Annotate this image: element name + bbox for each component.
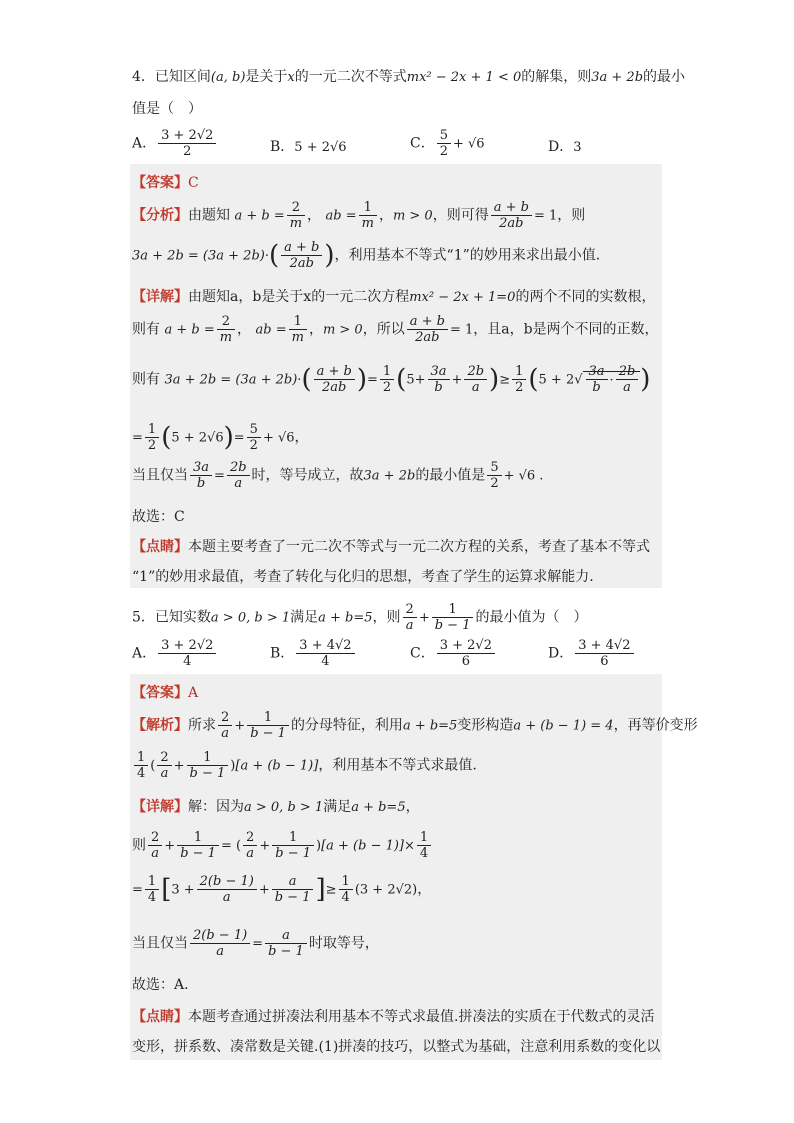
q4-stem-line1: 4．已知区间(a, b)是关于x的一元二次不等式mx² − 2x + 1 < 0的解集，则3a + 2b的最小	[132, 69, 686, 85]
q4-option-c[interactable]: C． $\frac{5}{2}$ + √6	[410, 128, 485, 159]
q5-answer: 【答案】A	[132, 685, 199, 701]
q5-detail-line2: 则 $\frac{2}{a}$ + $\frac{1}{b - 1}$ = ( $\frac{2}{a}$ + $\frac{1}{b - 1}$ )[a + (b − 1)]× $\frac{1}{4}$	[132, 830, 433, 861]
q5-comment-line2: 变形，拼系数、凑常数是关键.(1)拼凑的技巧，以整式为基础，注意利用系数的变化以	[132, 1039, 661, 1055]
q4-detail-line2: 则有 a + b = $\frac{2}{m}$ ， ab = $\frac{1}{m}$ ，m > 0，所以 $\frac{a + b}{2ab}$ = 1，且a，b是两个不同的正数，	[132, 314, 659, 345]
q5-conclusion: 故选：A．	[132, 977, 199, 993]
q5-option-d[interactable]: D． $\frac{3 + 4√2}{6}$	[548, 638, 636, 669]
q4-option-d[interactable]: D．3	[548, 139, 582, 155]
q5-option-a[interactable]: A． $\frac{3 + 2√2}{4}$	[132, 638, 218, 669]
q4-comment-line1: 【点睛】本题主要考查了一元二次不等式与一元二次方程的关系，考查了基本不等式	[132, 539, 650, 555]
q4-comment-line2: “1”的妙用求最值，考查了转化与化归的思想，考查了学生的运算求解能力.	[132, 569, 594, 585]
q5-option-c[interactable]: C． $\frac{3 + 2√2}{6}$	[410, 638, 497, 669]
q4-detail-line4: = $\frac{1}{2}$ (5 + 2√6)= $\frac{5}{2}$ + √6，	[132, 422, 309, 453]
q5-analysis-line1: 【解析】所求 $\frac{2}{a}$ + $\frac{1}{b - 1}$ 的分母特征，利用a + b=5变形构造a + (b − 1) = 4，再等价变形	[132, 710, 698, 741]
q5-detail-line4: 当且仅当 $\frac{2(b - 1)}{a}$ = $\frac{a}{b - 1}$ 时取等号，	[132, 928, 379, 959]
q4-answer: 【答案】C	[132, 175, 199, 191]
q4-analysis-line2: 3a + 2b = (3a + 2b)·( $\frac{a + b}{2ab}$ )，利用基本不等式“1”的妙用来求出最小值.	[132, 240, 601, 271]
q5-option-b[interactable]: B． $\frac{3 + 4√2}{4}$	[270, 638, 357, 669]
q4-conclusion: 故选：C	[132, 509, 185, 525]
q5-comment-line1: 【点睛】本题考查通过拼凑法利用基本不等式求最值.拼凑法的实质在于代数式的灵活	[132, 1009, 655, 1025]
q4-option-b[interactable]: B．5 + 2√6	[270, 139, 347, 155]
q4-detail-line3: 则有 3a + 2b = (3a + 2b)·( $\frac{a + b}{2ab}$ )= $\frac{1}{2}$ (5+ $\frac{3a}{b}$ + $\frac{2b}{a}$ )≥ $\frac{1}{2}$ (5 + 2√ $\frac{3a}{b}$ · $\frac{2b}{a}$ )	[132, 364, 651, 395]
q4-option-c-fraction: $\frac{5}{2}$	[437, 128, 451, 159]
q5-analysis-line2: $\frac{1}{4}$ ( $\frac{2}{a}$ + $\frac{1}{b - 1}$ )[a + (b − 1)]，利用基本不等式求最值.	[132, 750, 477, 781]
q4-detail-line1: 【详解】由题知a，b是关于x的一元二次方程mx² − 2x + 1=0的两个不同的实数根，	[132, 289, 656, 305]
q4-stem-line2: 值是（ ）	[132, 101, 202, 117]
q4-option-a[interactable]: A． $\frac{3 + 2√2}{2}$	[132, 128, 218, 159]
q5-detail-line3: = $\frac{1}{4}$ [3 + $\frac{2(b - 1)}{a}$ + $\frac{a}{b - 1}$ ]≥ $\frac{1}{4}$ (3 + 2√2)，	[132, 874, 432, 905]
q4-option-a-fraction: $\frac{3 + 2√2}{2}$	[158, 128, 216, 159]
q4-detail-line5: 当且仅当 $\frac{3a}{b}$ = $\frac{2b}{a}$ 时，等号成立，故3a + 2b的最小值是 $\frac{5}{2}$ + √6 .	[132, 460, 544, 491]
q5-detail-line1: 【详解】解：因为a > 0, b > 1满足a + b=5，	[132, 799, 420, 815]
q5-stem: 5．已知实数a > 0, b > 1满足a + b=5，则 $\frac{2}{a}$ + $\frac{1}{b - 1}$ 的最小值为（ ）	[132, 602, 588, 633]
q4-analysis-line1: 【分析】由题知 a + b = $\frac{2}{m}$ ， ab = $\frac{1}{m}$ ，m > 0，则可得 $\frac{a + b}{2ab}$ = 1，则	[132, 200, 586, 231]
